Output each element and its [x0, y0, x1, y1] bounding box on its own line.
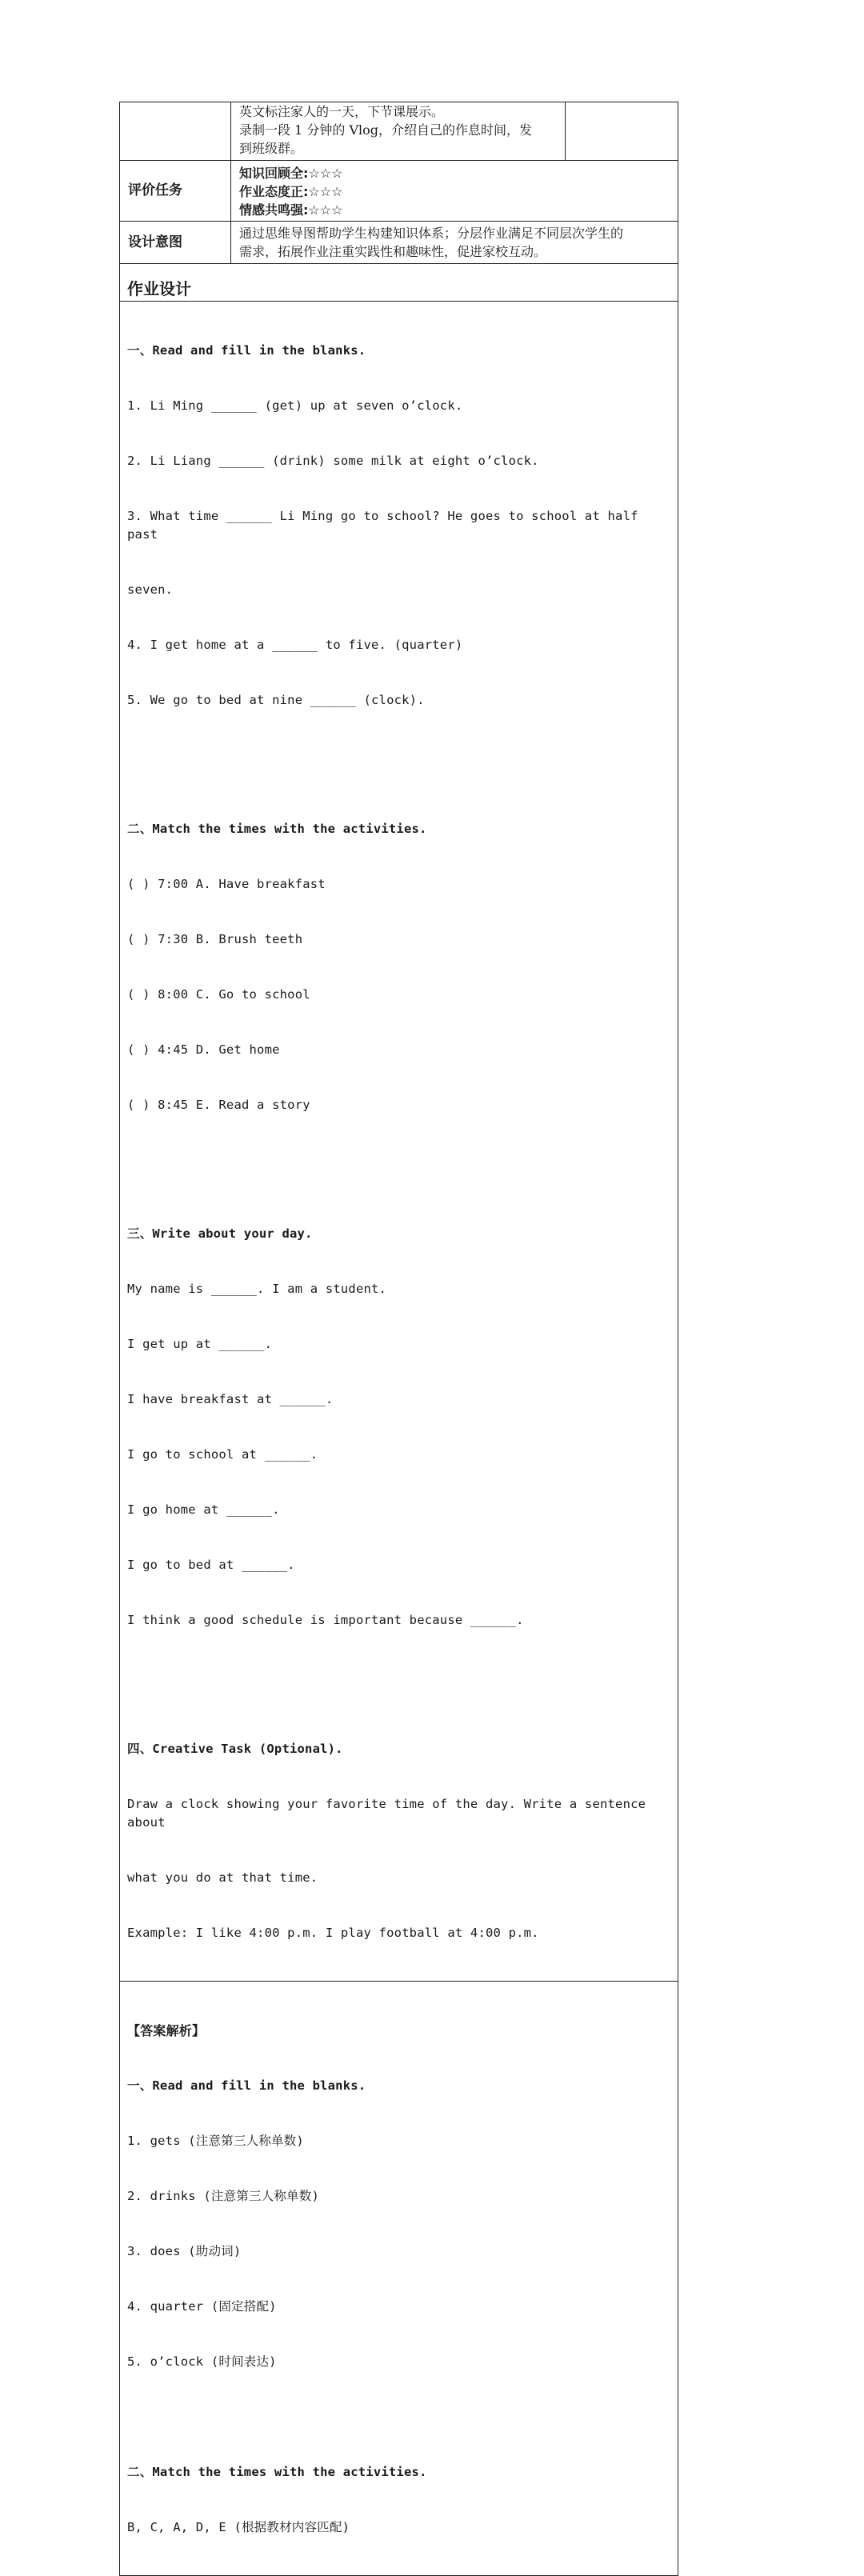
exercise-line: I think a good schedule is important because ______.: [127, 1613, 524, 1627]
spacer: [127, 2408, 670, 2426]
evaluation-label: 评价任务: [120, 161, 231, 221]
exercise-line: Example: I like 4:00 p.m. I play football at 4:00 p.m.: [127, 1926, 539, 1940]
spacer: [127, 1666, 670, 1685]
exercise-line: 5. We go to bed at nine ______ (clock).: [127, 693, 425, 707]
exercise-line: I have breakfast at ______.: [127, 1392, 334, 1406]
design-intent-label: 设计意图: [120, 222, 231, 263]
answer-line: 3. does (助动词): [127, 2244, 242, 2258]
part4-heading: 四、Creative Task (Optional).: [127, 1742, 343, 1756]
table-row-evaluation: [120, 161, 678, 222]
star-rating: ☆☆☆: [308, 184, 343, 199]
spacer: [127, 1151, 670, 1170]
part3-heading: 三、Write about your day.: [127, 1226, 313, 1241]
answers-body: [120, 1982, 678, 2575]
vlog-task-text: [231, 102, 565, 160]
exercise-line: ( ) 8:00 C. Go to school: [127, 987, 310, 1002]
exercise-line: 3. What time ______ Li Ming go to school? He goes to school at half past: [127, 509, 646, 542]
homework-body: [120, 302, 678, 1981]
part1-heading: 一、Read and fill in the blanks.: [127, 343, 366, 358]
exercise-line: ( ) 4:45 D. Get home: [127, 1042, 280, 1057]
star-rating: ☆☆☆: [308, 166, 343, 181]
evaluation-item: [239, 164, 670, 182]
homework-title: 作业设计: [127, 279, 191, 298]
exercise-line: ( ) 7:00 A. Have breakfast: [127, 877, 326, 891]
answers-part1-heading: 一、Read and fill in the blanks.: [127, 2078, 366, 2093]
evaluation-item-name: 作业态度正:: [239, 184, 309, 199]
homework-body-row: [120, 302, 678, 1982]
row-label-empty: [120, 102, 231, 160]
exercise-line: I get up at ______.: [127, 1337, 273, 1351]
exercise-line: I go home at ______.: [127, 1502, 280, 1517]
exercise-line: 1. Li Ming ______ (get) up at seven o’clock.: [127, 398, 463, 413]
text-line: 录制一段 1 分钟的 Vlog，介绍自己的作息时间，发: [239, 122, 532, 138]
answers-row: [120, 1982, 678, 2575]
answers-title: 【答案解析】: [127, 2023, 206, 2038]
part2-heading: 二、Match the times with the activities.: [127, 822, 427, 836]
exercise-line: ( ) 7:30 B. Brush teeth: [127, 932, 303, 946]
table-row-design-intent: [120, 222, 678, 264]
exercise-line: 4. I get home at a ______ to five. (quarter): [127, 638, 463, 652]
empty-cell: [565, 102, 678, 160]
homework-title-row: [120, 264, 678, 302]
exercise-line: seven.: [127, 582, 174, 597]
answer-line: B, C, A, D, E (根据教材内容匹配): [127, 2520, 350, 2534]
text-line: 需求，拓展作业注重实践性和趣味性，促进家校互动。: [239, 244, 547, 259]
exercise-line: My name is ______. I am a student.: [127, 1282, 387, 1296]
answers-part2-heading: 二、Match the times with the activities.: [127, 2465, 427, 2479]
star-rating: ☆☆☆: [308, 202, 343, 218]
spacer: [127, 746, 670, 765]
text-line: 通过思维导图帮助学生构建知识体系；分层作业满足不同层次学生的: [239, 226, 624, 241]
evaluation-item: [239, 182, 670, 201]
evaluation-item-name: 知识回顾全:: [239, 166, 309, 181]
evaluation-item-name: 情感共鸣强:: [239, 202, 309, 218]
text-line: 英文标注家人的一天，下节课展示。: [239, 104, 445, 119]
design-intent-text: [231, 222, 678, 263]
answer-line: 4. quarter (固定搭配): [127, 2299, 277, 2314]
answer-line: 2. drinks (注意第三人称单数): [127, 2189, 319, 2203]
exercise-line: 2. Li Liang ______ (drink) some milk at eight o’clock.: [127, 454, 539, 468]
evaluation-items: [231, 161, 678, 221]
worksheet-table: [119, 102, 678, 2576]
exercise-line: ( ) 8:45 E. Read a story: [127, 1098, 310, 1112]
table-row-vlog: [120, 102, 678, 161]
evaluation-item: [239, 201, 670, 219]
text-line: 到班级群。: [239, 141, 304, 156]
exercise-line: I go to school at ______.: [127, 1447, 318, 1462]
exercise-line: what you do at that time.: [127, 1870, 318, 1885]
exercise-line: Draw a clock showing your favorite time of the day. Write a sentence about: [127, 1797, 654, 1830]
answer-line: 1. gets (注意第三人称单数): [127, 2134, 304, 2148]
exercise-line: I go to bed at ______.: [127, 1558, 295, 1572]
answer-line: 5. o’clock (时间表达): [127, 2354, 277, 2369]
